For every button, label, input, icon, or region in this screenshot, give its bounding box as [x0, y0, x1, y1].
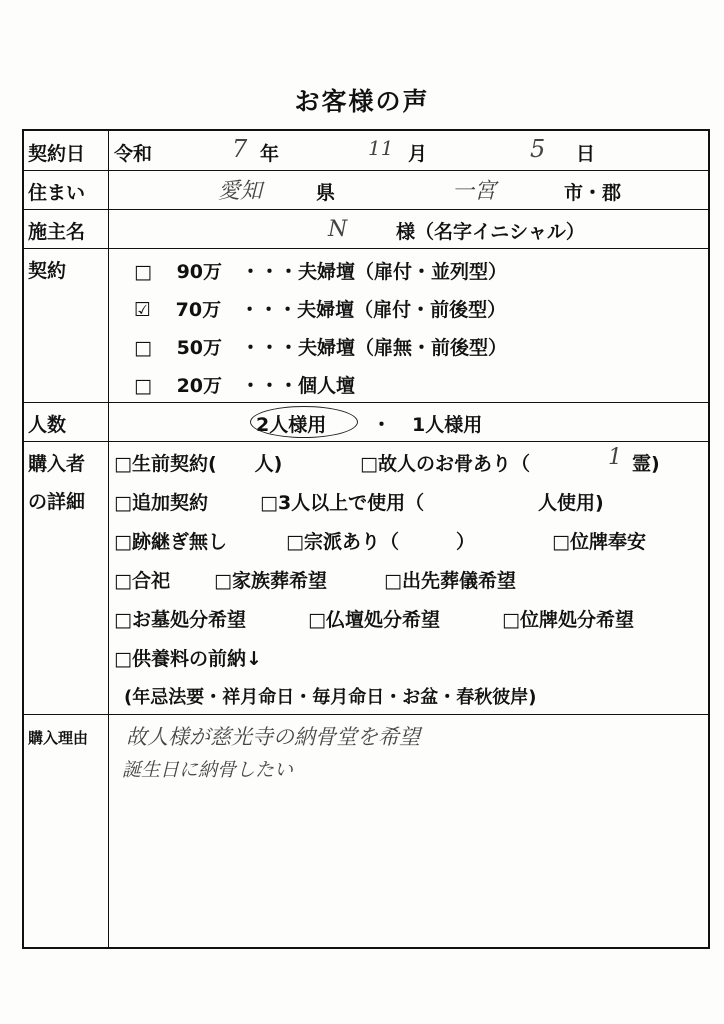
people-two[interactable]: 2人様用 [256, 414, 327, 436]
client-suffix: 様（名字イニシャル） [396, 221, 585, 243]
option-pre-need[interactable]: □生前契約( 人) [114, 453, 283, 475]
option-joint-burial[interactable]: □合祀 [114, 570, 170, 592]
row-divider [24, 402, 708, 403]
contract-option-label: 90万 ・・・夫婦壇（扉付・並列型） [176, 261, 508, 283]
memorial-occasions: (年忌法要・祥月命日・毎月命日・お盆・春秋彼岸) [124, 687, 537, 708]
contract-option-90[interactable] [134, 257, 507, 284]
reason-line-2[interactable]: 誕生日に納骨したい [122, 759, 294, 781]
row-divider [24, 714, 708, 715]
contract-option-50[interactable] [134, 333, 507, 360]
label-contract-date: 契約日 [28, 143, 86, 165]
contract-option-label: 20万 ・・・個人壇 [176, 375, 356, 397]
row-divider [24, 441, 708, 442]
contract-option-70[interactable] [134, 295, 506, 322]
label-column-divider [108, 131, 109, 947]
option-additional-contract[interactable]: □追加契約 [114, 492, 208, 514]
people-one[interactable]: 1人様用 [412, 414, 483, 436]
date-year-value[interactable]: 7 [232, 135, 248, 163]
option-remote-funeral[interactable]: □出先葬儀希望 [384, 570, 516, 592]
date-year-unit: 年 [260, 143, 280, 165]
row-divider [24, 209, 708, 210]
address-city-value[interactable]: 一宮 [452, 179, 497, 204]
contract-option-label: 50万 ・・・夫婦壇（扉無・前後型） [176, 337, 508, 359]
date-day-unit: 日 [576, 143, 596, 165]
option-ihai-enshrine[interactable]: □位牌奉安 [552, 531, 646, 553]
row-divider [24, 170, 708, 171]
option-sect[interactable]: □宗派あり（ ） [286, 531, 475, 553]
checked-checkbox[interactable]: ☑ [134, 299, 152, 321]
label-buyer-line1: 購入者 [28, 453, 86, 475]
contract-option-label: 70万 ・・・夫婦壇（扉付・前後型） [175, 299, 507, 321]
option-ihai-disposal[interactable]: □位牌処分希望 [502, 609, 634, 631]
date-day-value[interactable]: 5 [530, 135, 546, 163]
label-address: 住まい [28, 182, 86, 204]
remains-count[interactable]: 1 [608, 445, 622, 470]
checkbox[interactable]: □ [134, 375, 152, 397]
client-initial[interactable]: N [328, 217, 348, 242]
option-family-funeral[interactable]: □家族葬希望 [214, 570, 327, 592]
people-separator: ・ [372, 414, 392, 436]
contract-option-20[interactable] [134, 371, 355, 398]
label-buyer-line2: の詳細 [28, 491, 86, 513]
row-divider [24, 248, 708, 249]
address-city-unit: 市・郡 [564, 182, 622, 204]
option-altar-disposal[interactable]: □仏壇処分希望 [308, 609, 440, 631]
option-remains-present[interactable]: □故人のお骨あり（ [360, 453, 530, 475]
label-reason: 購入理由 [28, 729, 89, 747]
address-pref-value[interactable]: 愛知 [218, 179, 263, 204]
form-title: お客様の声 [294, 87, 430, 116]
date-month-unit: 月 [408, 143, 428, 165]
date-month-value[interactable]: 11 [368, 136, 394, 160]
label-client-name: 施主名 [28, 221, 86, 243]
address-pref-unit: 県 [316, 182, 336, 204]
checkbox[interactable]: □ [134, 337, 152, 359]
survey-form [22, 129, 710, 949]
label-contract: 契約 [28, 260, 67, 282]
option-prepay-offering[interactable]: □供養料の前納↓ [114, 648, 262, 670]
option-three-plus[interactable]: □3人以上で使用（ [260, 492, 425, 514]
option-no-successor[interactable]: □跡継ぎ無し [114, 531, 227, 553]
checkbox[interactable]: □ [134, 261, 152, 283]
label-people: 人数 [28, 414, 67, 436]
three-plus-unit: 人使用) [538, 492, 604, 514]
remains-unit: 霊) [632, 453, 660, 475]
selection-circle [250, 406, 358, 438]
date-era: 令和 [114, 143, 153, 165]
option-grave-disposal[interactable]: □お墓処分希望 [114, 609, 246, 631]
reason-line-1[interactable]: 故人様が慈光寺の納骨堂を希望 [126, 725, 420, 749]
